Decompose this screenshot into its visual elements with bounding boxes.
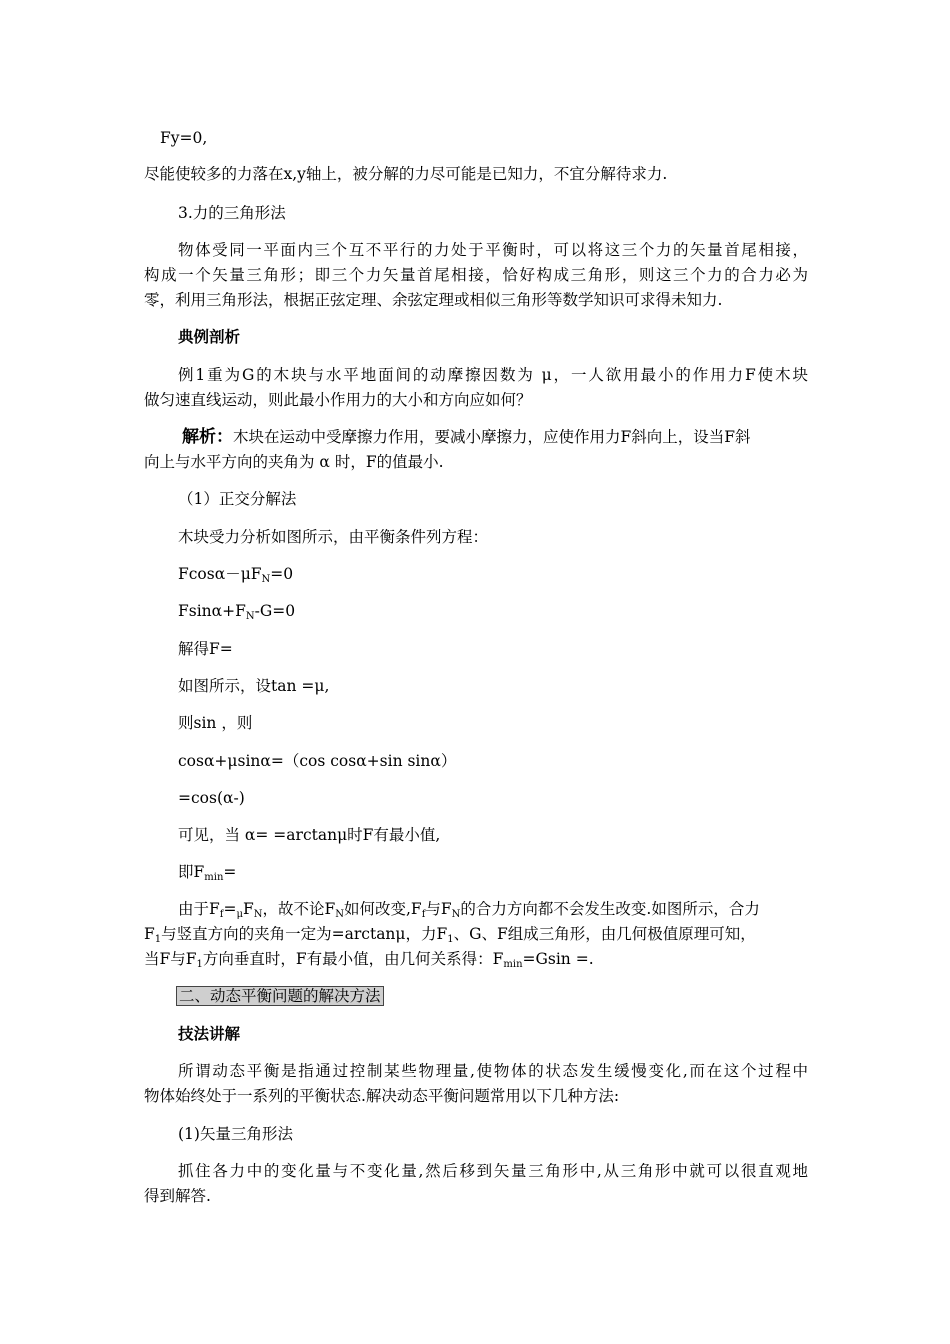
highlighted-heading: 二、动态平衡问题的解决方法	[176, 986, 384, 1006]
text-line: 如图所示，设tan =μ,	[178, 677, 330, 695]
analysis-label: 解析：	[182, 427, 233, 447]
section-heading: 3.力的三角形法	[178, 204, 286, 222]
text-line: 可见，当 α= =arctanμ时F有最小值,	[178, 826, 441, 844]
text-line: Fy=0,	[160, 129, 208, 147]
paragraph-line: 抓住各力中的变化量与不变化量,然后移到矢量三角形中,从三角形中就可以很直观地	[178, 1162, 808, 1180]
paragraph-line: 由于$F_f=_\mu F_N$，故不论$F_N$如何改变$,F_f$与$F_N$的合力方向都不会发生改变.如图所示，合力	[178, 900, 760, 920]
paragraph-line: 物体受同一平面内三个互不平行的力处于平衡时，可以将这三个力的矢量首尾相接，	[178, 241, 808, 259]
paragraph-line: 所谓动态平衡是指通过控制某些物理量,使物体的状态发生缓慢变化,而在这个过程中	[178, 1062, 808, 1080]
paragraph-line	[182, 427, 808, 447]
equation: cosα+μsinα=（cos cosα+sin sinα）	[178, 752, 457, 770]
analysis-text: 木块在运动中受摩擦力作用，要减小摩擦力，应使作用力F斜向上，设当F斜	[233, 428, 751, 446]
equation: $Fcos\alpha-\mu F_N=0$	[178, 565, 294, 585]
text-line: 尽能使较多的力落在x,y轴上，被分解的力尽可能是已知力，不宜分解待求力.	[144, 165, 668, 183]
text-line: 则sin ，则	[178, 714, 253, 732]
equation: 即$F_{min}=$	[178, 863, 237, 883]
equation: 解得F=	[178, 640, 233, 658]
section-heading: 技法讲解	[178, 1025, 241, 1043]
chapter-heading	[176, 986, 384, 1006]
paragraph-line: 得到解答.	[144, 1187, 211, 1205]
paragraph-line: 物体始终处于一系列的平衡状态.解决动态平衡问题常用以下几种方法:	[144, 1087, 620, 1105]
paragraph-line: $F_1$与竖直方向的夹角一定为=arctanμ，力$F_1$、G、F组成三角形，由几何极值原理可知，	[144, 925, 756, 945]
method-heading: （1）正交分解法	[178, 490, 297, 508]
paragraph-line: 构成一个矢量三角形；即三个力矢量首尾相接，恰好构成三角形，则这三个力的合力必为	[144, 266, 808, 284]
paragraph-line: 例1重为G的木块与水平地面间的动摩擦因数为 μ，一人欲用最小的作用力F使木块	[178, 366, 808, 384]
text-line: 木块受力分析如图所示，由平衡条件列方程：	[178, 528, 489, 546]
paragraph-line: 当F与$F_1$方向垂直时，F有最小值，由几何关系得：$F_{min}=Gsin$ =.	[144, 950, 594, 970]
section-heading: 典例剖析	[178, 328, 241, 346]
equation: $Fsin\alpha+F_N-G=0$	[178, 602, 296, 622]
paragraph-line: 向上与水平方向的夹角为 α 时，F的值最小.	[144, 453, 444, 471]
equation: =cos(α-)	[178, 789, 245, 807]
method-heading: (1)矢量三角形法	[178, 1125, 293, 1143]
paragraph-line: 零，利用三角形法，根据正弦定理、余弦定理或相似三角形等数学知识可求得未知力.	[144, 291, 723, 309]
paragraph-line: 做匀速直线运动，则此最小作用力的大小和方向应如何？	[144, 391, 532, 409]
